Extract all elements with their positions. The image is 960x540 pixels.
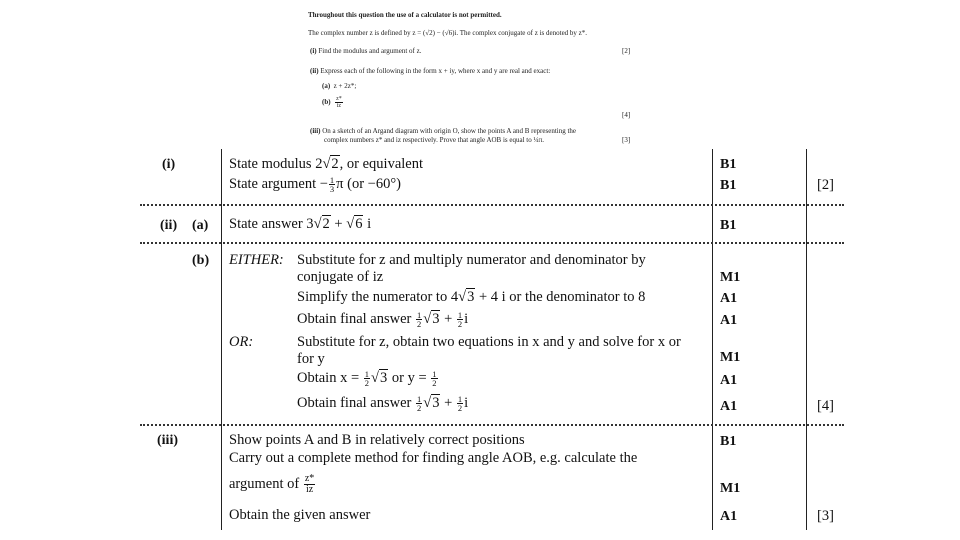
column-divider-total — [806, 149, 807, 530]
column-divider-mark — [712, 149, 713, 530]
question-instruction: Throughout this question the use of a calculator is not permitted. — [308, 11, 502, 19]
either-step-2-mark: A1 — [720, 291, 738, 306]
either-step-2: Simplify the numerator to 4√3 + 4 i or the denominator to 8 — [297, 289, 646, 305]
column-divider-answer — [221, 149, 222, 530]
part-iii-step-4-mark: A1 — [720, 509, 738, 524]
part-iii-total: [3] — [817, 508, 834, 524]
or-label: OR: — [229, 334, 254, 350]
question-part-ii-a: (a) z + 2z*; — [322, 82, 357, 90]
or-step-2: Obtain x = $\frac{1}{2}$ √3 or y = $\frac{1}{2}$ — [297, 369, 437, 389]
row-separator-1 — [140, 204, 844, 206]
either-step-1: Substitute for z and multiply numerator and denominator by — [297, 252, 646, 268]
row-separator-2 — [140, 242, 844, 244]
part-i-total: [2] — [817, 177, 834, 193]
question-part-ii-marks: [4] — [622, 111, 631, 119]
or-step-3-mark: A1 — [720, 399, 738, 414]
row-separator-3 — [140, 424, 844, 426]
question-intro: The complex number z is defined by z = (√2) − (√6)i. The complex conjugate of z is denoted by z*. — [308, 29, 588, 37]
part-iii-step-2: Carry out a complete method for finding angle AOB, e.g. calculate the — [229, 450, 638, 466]
part-i-modulus: State modulus 2√2, or equivalent — [229, 156, 424, 172]
either-step-1-mark: M1 — [720, 270, 741, 285]
question-part-iii: (iii) On a sketch of an Argand diagram with origin O, show the points A and B representing the — [310, 127, 577, 135]
part-i-mark-2: B1 — [720, 178, 737, 193]
part-i-argument: State argument − $\frac{1}{3}$ π (or −60°) — [229, 175, 401, 195]
part-ii-label: (ii) — [160, 218, 178, 233]
either-step-3-mark: A1 — [720, 313, 738, 328]
part-iii-step-1: Show points A and B in relatively correct positions — [229, 432, 525, 448]
part-ii-total: [4] — [817, 398, 834, 414]
part-iii-step-3: argument of $\frac{z*}{iz}$ — [229, 473, 315, 495]
question-part-i: (i) Find the modulus and argument of z. — [310, 47, 422, 55]
question-part-iii-marks: [3] — [622, 136, 631, 144]
part-iii-step-1-mark: B1 — [720, 434, 737, 449]
or-step-1-mark: M1 — [720, 350, 741, 365]
part-i-mark-1: B1 — [720, 157, 737, 172]
or-step-3: Obtain final answer $\frac{1}{2}$ √3 + $\frac{1}{2}$ i — [297, 394, 469, 414]
part-iii-step-3-mark: M1 — [720, 481, 741, 496]
question-part-i-marks: [2] — [622, 47, 631, 55]
question-part-ii: (ii) Express each of the following in the form x + iy, where x and y are real and exact: — [310, 67, 551, 75]
part-ii-b-label: (b) — [192, 253, 210, 268]
part-ii-a-label: (a) — [192, 218, 209, 233]
either-step-3: Obtain final answer $\frac{1}{2}$ √3 + $\frac{1}{2}$ i — [297, 310, 469, 330]
part-iii-step-4: Obtain the given answer — [229, 507, 371, 523]
either-step-1-cont: conjugate of iz — [297, 269, 384, 285]
question-part-iii-line2: complex numbers z* and iz respectively. Prove that angle AOB is equal to ¼π. — [324, 136, 545, 144]
part-i-label: (i) — [162, 157, 176, 172]
part-ii-a-answer: State answer 3√2 + √6 i — [229, 216, 372, 232]
part-ii-a-mark: B1 — [720, 218, 737, 233]
either-label: EITHER: — [229, 252, 284, 268]
or-step-1-cont: for y — [297, 351, 325, 367]
question-part-ii-b: (b) $\frac{z*}{iz}$ — [322, 96, 342, 109]
part-iii-label: (iii) — [157, 433, 178, 448]
or-step-2-mark: A1 — [720, 373, 738, 388]
or-step-1: Substitute for z, obtain two equations in x and y and solve for x or — [297, 334, 681, 350]
